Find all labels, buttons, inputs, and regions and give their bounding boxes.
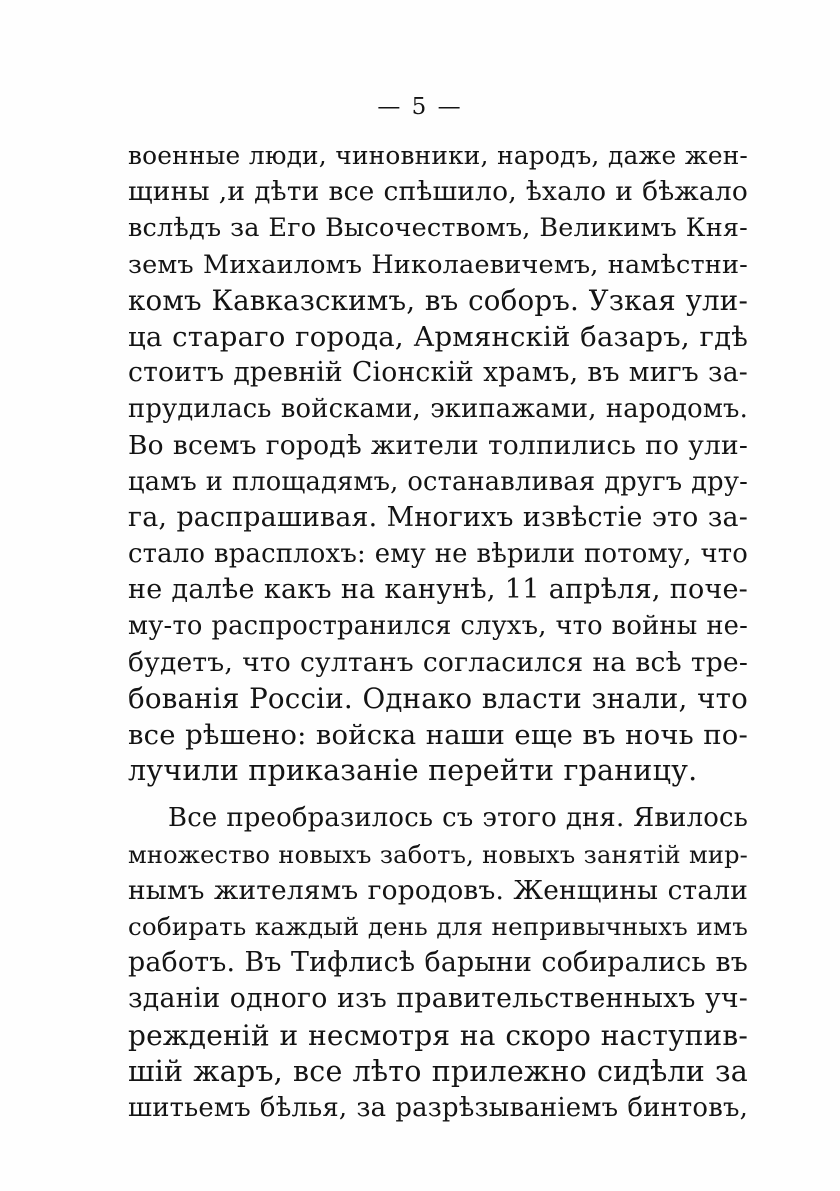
text-line: военные люди, чиновники, народъ, даже жен-	[128, 141, 748, 170]
text-line: не далѣе какъ на канунѣ, 11 апрѣля, поче-	[128, 574, 748, 606]
paragraph-1	[128, 138, 748, 789]
text-line: му-то распространился слухъ, что войны не-	[128, 611, 748, 642]
text-line: земъ Михаиломъ Николаевичемъ, намѣстни-	[128, 249, 748, 280]
paragraph-2	[128, 800, 748, 1126]
body-text	[128, 138, 748, 1126]
text-line: стало врасплохъ: ему не вѣрили потому, что	[128, 539, 748, 570]
text-line: шій жаръ, все лѣто прилежно сидѣли за	[128, 1054, 748, 1088]
text-line: зданіи одного изъ правительственныхъ уч-	[128, 983, 748, 1015]
text-line: лучили приказаніе перейти границу.	[128, 754, 698, 788]
text-line: нымъ жителямъ городовъ. Женщины стали	[128, 875, 748, 906]
text-line: все рѣшено: войска наши еще въ ночь по-	[128, 719, 748, 751]
text-line: будетъ, что султанъ согласился на всѣ тре-	[128, 646, 748, 678]
text-line: щины ,и дѣти все спѣшило, ѣхало и бѣжало	[128, 176, 748, 208]
text-line: прудилась войсками, экипажами, народомъ.	[128, 394, 748, 425]
text-line: ца стараго города, Армянскій базаръ, гдѣ	[128, 320, 748, 353]
text-line: цамъ и площадямъ, останавливая другъ дру-	[128, 466, 748, 497]
text-line: комъ Кавказскимъ, въ соборъ. Узкая ули-	[128, 283, 748, 317]
page-number: — 5 —	[377, 94, 463, 120]
text-line: шитьемъ бѣлья, за разрѣзываніемъ бинтовъ,	[128, 1092, 748, 1123]
text-line: стоитъ древній Сіонскій храмъ, въ мигъ за-	[128, 357, 748, 389]
text-line: множество новыхъ заботъ, новыхъ занятій мир-	[128, 840, 748, 869]
text-line: режденій и несмотря на скоро наступив-	[128, 1018, 748, 1052]
text-line: Во всемъ городѣ жители толпились по ули-	[128, 429, 748, 461]
text-line: бованія Россіи. Однако власти знали, что	[128, 681, 748, 715]
text-line: га, распрашивая. Многихъ извѣстіе это за-	[128, 501, 748, 533]
text-line: собирать каждый день для непривычныхъ имъ	[128, 911, 748, 941]
paragraph-gap	[128, 789, 748, 800]
text-line: Все преобразилось съ этого дня. Явилось	[168, 803, 748, 834]
text-line: вслѣдъ за Его Высочествомъ, Великимъ Кня-	[128, 213, 748, 244]
text-line: работъ. Въ Тифлисѣ барыни собирались въ	[128, 947, 748, 979]
